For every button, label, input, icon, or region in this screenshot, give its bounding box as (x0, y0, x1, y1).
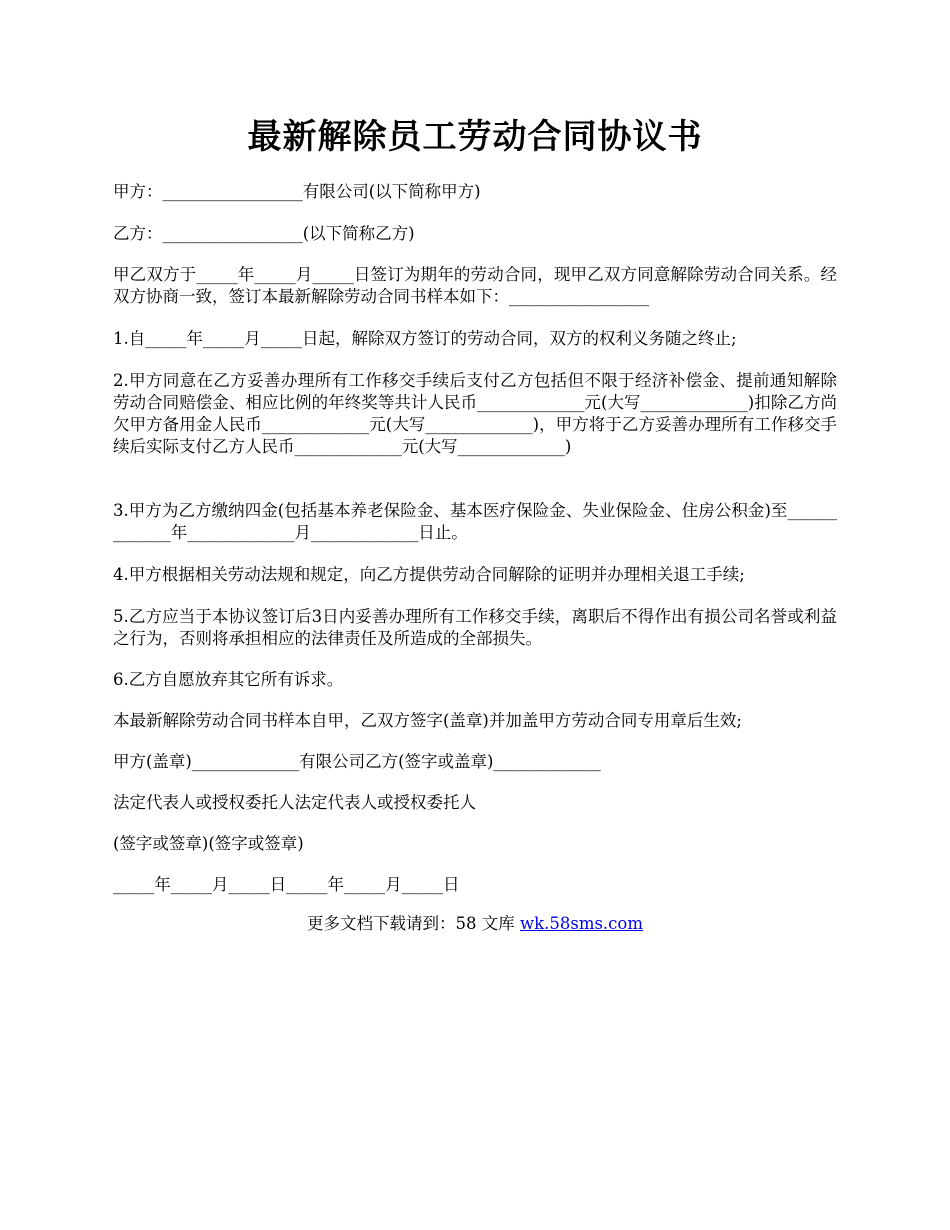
clause-5: 5.乙方应当于本协议签订后3日内妥善办理所有工作移交手续，离职后不得作出有损公司名誉或利益之行为，否则将承担相应的法律责任及所造成的全部损失。 (113, 607, 837, 648)
signature-date-line: _____年_____月_____日_____年_____月_____日 (113, 875, 460, 894)
footer-link[interactable]: wk.58sms.com (519, 914, 643, 933)
party-a-line: 甲方：_________________有限公司(以下简称甲方) (113, 182, 481, 201)
clause-1: 1.自_____年_____月_____日起，解除双方签订的劳动合同，双方的权利义务随之终止; (113, 329, 737, 348)
party-b-line: 乙方：_________________(以下简称乙方) (113, 224, 415, 243)
clause-6: 6.乙方自愿放弃其它所有诉求。 (113, 670, 344, 689)
effective-clause: 本最新解除劳动合同书样本自甲，乙双方签字(盖章)并加盖甲方劳动合同专用章后生效; (113, 711, 742, 730)
footer (113, 913, 837, 935)
signature-line-parties: 甲方(盖章)_____________有限公司乙方(签字或盖章)_____________ (113, 752, 601, 771)
footer-text: 更多文档下载请到：58 文库 (306, 914, 520, 933)
intro-paragraph: 甲乙双方于_____年_____月_____日签订为期年的劳动合同，现甲乙双方同意解除劳动合同关系。经双方协商一致，签订本最新解除劳动合同书样本如下：_________________ (113, 265, 837, 306)
clause-2: 2.甲方同意在乙方妥善办理所有工作移交手续后支付乙方包括但不限于经济补偿金、提前通知解除劳动合同赔偿金、相应比例的年终奖等共计人民币_____________元(大写_____________)扣除乙方尚欠甲方备用金人民币_____________元(大写_____________)，甲方将于乙方妥善办理所有工作移交手续后实际支付乙方人民币_____________元(大写_____________) (113, 371, 837, 456)
clause-3: 3.甲方为乙方缴纳四金(包括基本养老保险金、基本医疗保险金、失业保险金、住房公积金)至_____________年_____________月_____________日止。 (113, 501, 837, 542)
document-title: 最新解除员工劳动合同协议书 (247, 117, 703, 157)
signature-line-representatives: 法定代表人或授权委托人法定代表人或授权委托人 (113, 793, 476, 812)
signature-line-sign: (签字或签章)(签字或签章) (113, 834, 304, 853)
clause-4: 4.甲方根据相关劳动法规和规定，向乙方提供劳动合同解除的证明并办理相关退工手续; (113, 565, 745, 584)
